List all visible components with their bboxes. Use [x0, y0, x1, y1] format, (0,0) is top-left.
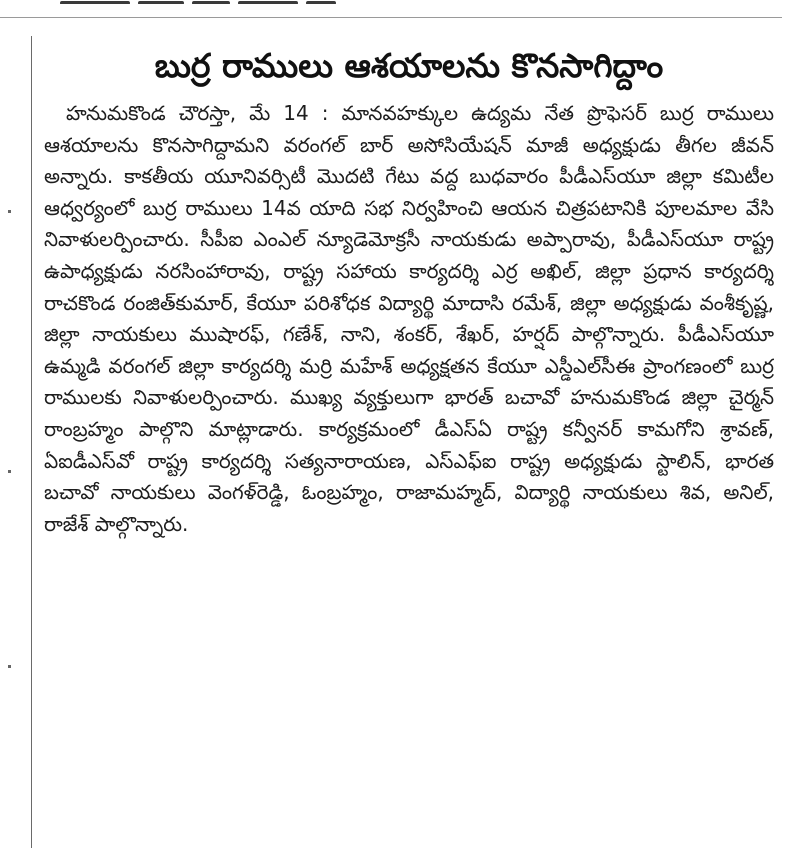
article-headline: బుర్ర రాములు ఆశయాలను కొనసాగిద్దాం [154, 46, 664, 85]
top-divider-line [0, 17, 782, 18]
cut-off-text-below [90, 849, 730, 857]
cut-off-text-above [60, 0, 380, 4]
edge-mark [8, 210, 11, 213]
edge-mark [8, 665, 11, 668]
column-divider-line [31, 36, 32, 848]
article-body: హనుమకొండ చౌరస్తా, మే 14 : మానవహక్కుల ఉద్యమ నేత ప్రొఫెసర్ బుర్ర రాములు ఆశయాలను కొనసాగిద్దామని వరంగల్ బార్ అసోసియేషన్ మాజీ అధ్యక్షుడు తీగల జీవన్ అన్నారు. కాకతీయ యూనివర్సిటీ మొదటి గేటు వద్ద బుధవారం పీడీఎస్‌యూ జిల్లా కమిటీల ఆధ్వర్యంలో బుర్ర రాములు 14వ యాది సభ నిర్వహించి ఆయన చిత్రపటానికి పూలమాల వేసి నివాళులర్పించారు. సీపీఐ ఎంఎల్ న్యూడెమోక్రసీ నాయకుడు అప్పారావు, పీడీఎస్‌యూ రాష్ట్ర ఉపాధ్యక్షుడు నరసింహారావు, రాష్ట్ర సహాయ కార్యదర్శి ఎర్ర అఖిల్, జిల్లా ప్రధాన కార్యదర్శి రాచకొండ రంజిత్‌కుమార్, కేయూ పరిశోధక విద్యార్థి మాదాసి రమేశ్, జిల్లా అధ్యక్షుడు వంశీకృష్ణ, జిల్లా నాయకులు ముషారఫ్, గణేశ్, నాని, శంకర్, శేఖర్, హర్షద్ పాల్గొన్నారు. పీడీఎస్‌యూ ఉమ్మడి వరంగల్ జిల్లా కార్యదర్శి మర్రి మహేశ్ అధ్యక్షతన కేయూ ఎస్డీఎల్‌సీఈ ప్రాంగణంలో బుర్ర రాములకు నివాళులర్పించారు. ముఖ్య వ్యక్తులుగా భారత్ బచావో హనుమకొండ జిల్లా చైర్మన్ రాంబ్రహ్మం పాల్గొని మాట్లాడారు. కార్యక్రమంలో డీఎస్ఏ రాష్ట్ర కన్వీనర్ కామగోని శ్రావణ్, ఏఐడీఎస్‌వో రాష్ట్ర కార్యదర్శి సత్యనారాయణ, ఎస్ఎఫ్ఐ రాష్ట్ర అధ్యక్షుడు స్టాలిన్, భారత బచావో నాయకులు వెంగళ్‌రెడ్డి, ఓంబ్రహ్మం, రాజామహ్మద్, విద్యార్థి నాయకులు శివ, అనిల్, రాజేశ్ పాల్గొన్నారు. [44, 101, 774, 536]
edge-mark [8, 470, 11, 473]
news-article [44, 40, 774, 540]
